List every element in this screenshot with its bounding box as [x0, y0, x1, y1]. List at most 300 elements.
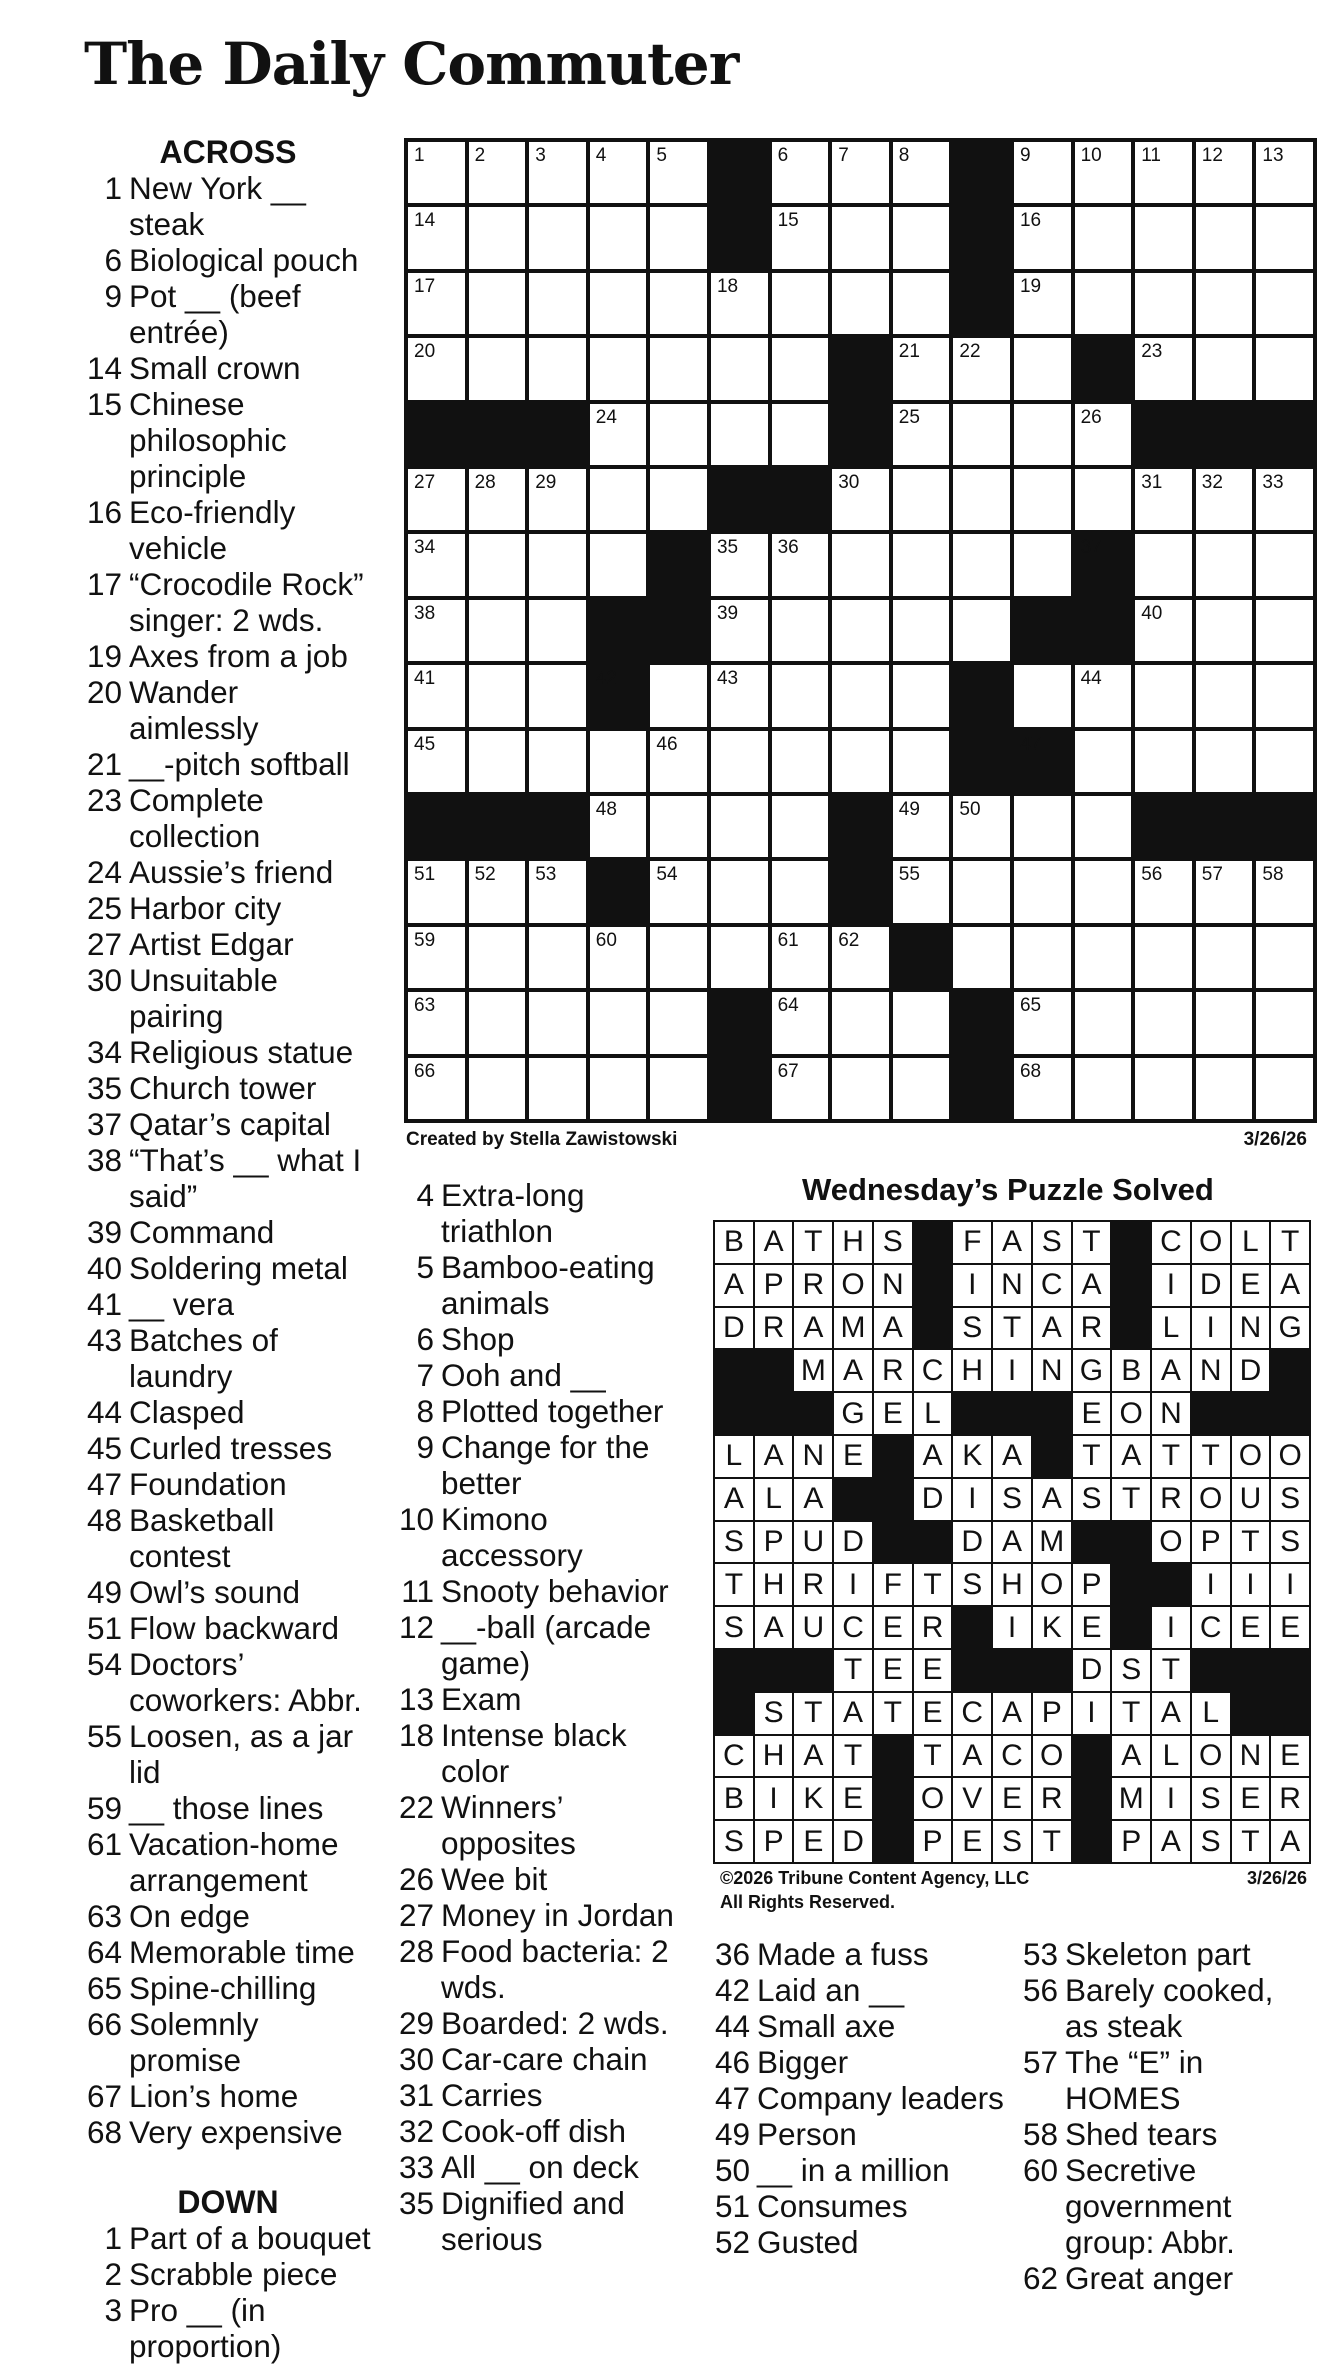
clue-text: Laid an __: [757, 1972, 905, 2008]
solved-cell: [993, 1436, 1031, 1477]
grid-cell[interactable]: [1075, 273, 1132, 334]
grid-cell-black: [1075, 534, 1132, 595]
grid-cell[interactable]: [590, 927, 647, 988]
grid-cell[interactable]: [590, 404, 647, 465]
grid-cell[interactable]: [590, 338, 647, 399]
grid-cell[interactable]: [893, 796, 950, 857]
grid-cell[interactable]: [953, 338, 1010, 399]
grid-cell-black: [832, 861, 889, 922]
grid-cell[interactable]: [772, 600, 829, 661]
clue-text: “Crocodile Rock” singer: 2 wds.: [129, 566, 364, 638]
grid-cell[interactable]: [1135, 207, 1192, 268]
grid-cell[interactable]: [711, 600, 768, 661]
grid-cell[interactable]: [590, 142, 647, 203]
clue-text: Winners’ opposites: [441, 1789, 576, 1861]
solved-letter: A: [1001, 1225, 1022, 1259]
solved-letter: T: [1122, 1696, 1141, 1730]
grid-cell[interactable]: [650, 796, 707, 857]
grid-cell[interactable]: [1135, 861, 1192, 922]
clue-text: Great anger: [1065, 2260, 1234, 2296]
solved-cell: [1192, 1522, 1230, 1563]
grid-cell[interactable]: [408, 927, 465, 988]
crossword-grid: [404, 138, 1317, 1123]
clue-item: [80, 890, 376, 926]
clue-item: [80, 926, 376, 962]
grid-cell[interactable]: [893, 534, 950, 595]
grid-cell[interactable]: [529, 1058, 586, 1119]
clue-number: 49: [86, 1574, 122, 1610]
grid-cell[interactable]: [408, 600, 465, 661]
clue-number: 60: [1022, 2152, 1058, 2188]
solved-cell: [874, 1350, 912, 1391]
solved-cell-black: [914, 1522, 952, 1563]
grid-cell[interactable]: [469, 861, 526, 922]
solved-letter: I: [1206, 1310, 1215, 1344]
grid-cell[interactable]: [1014, 665, 1071, 726]
grid-cell[interactable]: [1256, 142, 1313, 203]
grid-cell[interactable]: [1196, 534, 1253, 595]
grid-cell[interactable]: [1075, 665, 1132, 726]
grid-cell[interactable]: [953, 534, 1010, 595]
solved-cell: [1232, 1308, 1270, 1349]
solved-letter: S: [882, 1225, 903, 1259]
grid-cell[interactable]: [711, 338, 768, 399]
grid-cell[interactable]: [711, 731, 768, 792]
grid-cell[interactable]: [1075, 142, 1132, 203]
solved-cell: [715, 1436, 753, 1477]
grid-cell[interactable]: [893, 861, 950, 922]
clue-text: Pot __ (beef entrée): [129, 278, 301, 350]
grid-cell[interactable]: [832, 1058, 889, 1119]
grid-cell[interactable]: [408, 207, 465, 268]
grid-cell[interactable]: [529, 600, 586, 661]
cell-number: 24: [595, 406, 617, 428]
clue-item: [80, 2220, 376, 2256]
solved-cell-black: [1232, 1693, 1270, 1734]
grid-cell[interactable]: [1075, 207, 1132, 268]
grid-cell[interactable]: [1075, 992, 1132, 1053]
grid-cell[interactable]: [1075, 796, 1132, 857]
grid-cell[interactable]: [772, 273, 829, 334]
solved-cell: [1033, 1222, 1071, 1263]
grid-cell-black: [953, 142, 1010, 203]
grid-cell[interactable]: [469, 665, 526, 726]
grid-cell[interactable]: [529, 534, 586, 595]
grid-cell[interactable]: [832, 600, 889, 661]
grid-cell[interactable]: [1135, 600, 1192, 661]
grid-cell-black: [1014, 600, 1071, 661]
clue-item: [1016, 2260, 1311, 2296]
grid-cell-black: [893, 927, 950, 988]
grid-cell[interactable]: [1256, 927, 1313, 988]
grid-cell[interactable]: [953, 861, 1010, 922]
solved-letter: R: [802, 1567, 825, 1601]
grid-cell-black: [772, 469, 829, 530]
grid-cell[interactable]: [590, 469, 647, 530]
clue-item: [80, 1574, 376, 1610]
grid-cell[interactable]: [408, 469, 465, 530]
grid-cell[interactable]: [893, 207, 950, 268]
grid-cell[interactable]: [529, 861, 586, 922]
grid-cell[interactable]: [893, 273, 950, 334]
solved-cell: [1192, 1479, 1230, 1520]
grid-cell[interactable]: [1014, 469, 1071, 530]
grid-cell[interactable]: [1014, 338, 1071, 399]
grid-cell[interactable]: [893, 600, 950, 661]
grid-cell[interactable]: [590, 207, 647, 268]
grid-cell[interactable]: [1256, 469, 1313, 530]
grid-cell[interactable]: [408, 992, 465, 1053]
grid-cell[interactable]: [650, 861, 707, 922]
clue-text: Wander aimlessly: [129, 674, 259, 746]
solved-letter: E: [1081, 1396, 1102, 1430]
grid-cell-black: [529, 404, 586, 465]
solved-cell-black: [874, 1736, 912, 1777]
grid-cell[interactable]: [1196, 273, 1253, 334]
grid-cell[interactable]: [529, 338, 586, 399]
grid-cell[interactable]: [650, 404, 707, 465]
grid-cell[interactable]: [893, 1058, 950, 1119]
grid-cell[interactable]: [529, 207, 586, 268]
solved-letter: I: [1166, 1781, 1176, 1815]
grid-cell[interactable]: [1014, 992, 1071, 1053]
solved-letter: L: [725, 1439, 743, 1473]
clue-text: Memorable time: [129, 1934, 355, 1970]
grid-cell[interactable]: [772, 731, 829, 792]
grid-cell[interactable]: [1196, 142, 1253, 203]
grid-cell[interactable]: [832, 469, 889, 530]
grid-cell[interactable]: [1256, 1058, 1313, 1119]
solved-cell-black: [874, 1436, 912, 1477]
grid-cell[interactable]: [408, 273, 465, 334]
cell-number: 63: [414, 995, 436, 1017]
grid-cell[interactable]: [590, 796, 647, 857]
clue-text: Extra-long triathlon: [441, 1177, 585, 1249]
grid-cell[interactable]: [1135, 731, 1192, 792]
grid-cell[interactable]: [650, 469, 707, 530]
clue-item: [392, 2041, 682, 2077]
grid-cell[interactable]: [1135, 927, 1192, 988]
grid-cell[interactable]: [1196, 338, 1253, 399]
solved-letter: P: [763, 1268, 784, 1302]
grid-cell[interactable]: [1014, 1058, 1071, 1119]
grid-cell[interactable]: [1075, 927, 1132, 988]
grid-cell[interactable]: [711, 534, 768, 595]
grid-cell[interactable]: [1256, 534, 1313, 595]
grid-cell[interactable]: [893, 731, 950, 792]
solved-cell: [1152, 1308, 1190, 1349]
grid-cell[interactable]: [1075, 861, 1132, 922]
solved-cell: [834, 1564, 872, 1605]
grid-cell[interactable]: [469, 469, 526, 530]
grid-cell[interactable]: [590, 731, 647, 792]
grid-cell[interactable]: [469, 1058, 526, 1119]
grid-cell[interactable]: [1014, 861, 1071, 922]
down-heading: DOWN: [177, 2184, 279, 2220]
grid-cell[interactable]: [1256, 338, 1313, 399]
solved-cell-black: [1112, 1564, 1150, 1605]
grid-cell[interactable]: [469, 273, 526, 334]
grid-cell[interactable]: [711, 861, 768, 922]
grid-cell[interactable]: [1256, 207, 1313, 268]
grid-cell[interactable]: [1256, 665, 1313, 726]
cell-number: 57: [1201, 864, 1223, 886]
grid-cell[interactable]: [893, 142, 950, 203]
solved-cell: [834, 1821, 872, 1862]
clue-number: 62: [1022, 2260, 1058, 2296]
solved-cell: [993, 1778, 1031, 1819]
grid-cell[interactable]: [832, 992, 889, 1053]
grid-cell[interactable]: [1075, 469, 1132, 530]
cell-number: 4: [595, 145, 607, 166]
solved-letter: G: [841, 1396, 865, 1430]
solved-cell-black: [953, 1650, 991, 1691]
grid-cell[interactable]: [408, 142, 465, 203]
grid-cell[interactable]: [772, 992, 829, 1053]
grid-cell[interactable]: [1014, 207, 1071, 268]
grid-cell[interactable]: [711, 404, 768, 465]
clue-item: [80, 782, 376, 854]
grid-cell[interactable]: [469, 927, 526, 988]
grid-cell[interactable]: [832, 207, 889, 268]
grid-cell[interactable]: [1135, 273, 1192, 334]
grid-cell[interactable]: [772, 338, 829, 399]
grid-cell[interactable]: [650, 207, 707, 268]
solved-cell-black: [993, 1650, 1031, 1691]
solved-letter: A: [723, 1482, 744, 1516]
grid-cell[interactable]: [832, 665, 889, 726]
grid-cell[interactable]: [469, 731, 526, 792]
grid-cell[interactable]: [772, 796, 829, 857]
solved-cell: [1192, 1607, 1230, 1648]
solved-cell: [1192, 1265, 1230, 1306]
solved-letter: T: [804, 1696, 823, 1730]
grid-cell[interactable]: [1014, 273, 1071, 334]
grid-cell[interactable]: [408, 861, 465, 922]
grid-cell[interactable]: [1014, 796, 1071, 857]
solved-cell: [794, 1350, 832, 1391]
grid-cell[interactable]: [1014, 404, 1071, 465]
clue-text: Batches of laundry: [129, 1322, 278, 1394]
grid-cell[interactable]: [1196, 927, 1253, 988]
grid-cell[interactable]: [1014, 142, 1071, 203]
grid-cell[interactable]: [1196, 861, 1253, 922]
solved-cell: [993, 1350, 1031, 1391]
grid-cell[interactable]: [1196, 665, 1253, 726]
grid-cell[interactable]: [1196, 469, 1253, 530]
grid-cell[interactable]: [1135, 1058, 1192, 1119]
grid-cell[interactable]: [832, 534, 889, 595]
clue-text: “That’s __ what I said”: [129, 1142, 362, 1214]
grid-cell[interactable]: [1135, 338, 1192, 399]
clue-text: Pro __ (in proportion): [129, 2292, 282, 2364]
clue-number: 64: [86, 1934, 122, 1970]
clue-number: 22: [398, 1789, 434, 1825]
solved-cell-black: [1152, 1564, 1190, 1605]
solved-cell: [1073, 1650, 1111, 1691]
solved-cell: [715, 1265, 753, 1306]
grid-cell[interactable]: [469, 338, 526, 399]
grid-cell[interactable]: [1196, 600, 1253, 661]
grid-cell[interactable]: [772, 665, 829, 726]
solved-letter: G: [1278, 1310, 1302, 1344]
down-clue-list-3: [708, 1936, 1008, 2260]
grid-cell[interactable]: [772, 861, 829, 922]
grid-cell[interactable]: [590, 992, 647, 1053]
solved-cell: [1271, 1778, 1309, 1819]
grid-cell[interactable]: [529, 731, 586, 792]
grid-cell[interactable]: [953, 600, 1010, 661]
grid-cell[interactable]: [953, 927, 1010, 988]
grid-cell[interactable]: [650, 731, 707, 792]
solved-letter: T: [883, 1696, 902, 1730]
grid-cell[interactable]: [711, 665, 768, 726]
grid-cell[interactable]: [408, 665, 465, 726]
grid-cell[interactable]: [711, 273, 768, 334]
grid-cell[interactable]: [529, 927, 586, 988]
cell-number: 10: [1080, 145, 1102, 166]
grid-cell[interactable]: [772, 1058, 829, 1119]
grid-cell[interactable]: [1075, 404, 1132, 465]
grid-cell[interactable]: [1075, 1058, 1132, 1119]
solved-cell: [1073, 1350, 1111, 1391]
grid-cell[interactable]: [1196, 731, 1253, 792]
grid-cell[interactable]: [469, 600, 526, 661]
grid-cell[interactable]: [1196, 207, 1253, 268]
solved-cell: [1112, 1436, 1150, 1477]
grid-cell[interactable]: [590, 1058, 647, 1119]
clue-text: Plotted together: [441, 1393, 664, 1429]
grid-cell[interactable]: [772, 207, 829, 268]
solved-letter: O: [841, 1268, 865, 1302]
clue-text: Basketball contest: [129, 1502, 275, 1574]
clue-number: 53: [1022, 1936, 1058, 1972]
grid-cell[interactable]: [832, 927, 889, 988]
grid-cell[interactable]: [650, 665, 707, 726]
solved-letter: E: [882, 1610, 903, 1644]
clue-text: Foundation: [129, 1466, 287, 1502]
grid-cell[interactable]: [1256, 273, 1313, 334]
grid-cell[interactable]: [469, 992, 526, 1053]
grid-cell[interactable]: [408, 731, 465, 792]
grid-cell[interactable]: [1014, 927, 1071, 988]
solved-cell: [874, 1222, 912, 1263]
clue-number: 30: [398, 2041, 434, 2077]
grid-cell[interactable]: [832, 142, 889, 203]
grid-cell[interactable]: [650, 927, 707, 988]
solved-cell: [755, 1308, 793, 1349]
grid-cell[interactable]: [590, 273, 647, 334]
clue-text: Secretive government group: Abbr.: [1065, 2152, 1235, 2260]
grid-cell[interactable]: [772, 142, 829, 203]
grid-cell[interactable]: [529, 273, 586, 334]
grid-cell[interactable]: [590, 534, 647, 595]
solved-letter: E: [803, 1824, 824, 1858]
grid-cell[interactable]: [529, 469, 586, 530]
grid-cell[interactable]: [893, 665, 950, 726]
grid-cell[interactable]: [772, 404, 829, 465]
cell-number: 46: [656, 733, 678, 755]
grid-cell[interactable]: [650, 1058, 707, 1119]
solved-cell: [834, 1350, 872, 1391]
grid-cell[interactable]: [893, 992, 950, 1053]
grid-cell[interactable]: [893, 338, 950, 399]
grid-cell[interactable]: [1256, 600, 1313, 661]
solved-cell: [1271, 1479, 1309, 1520]
grid-cell[interactable]: [469, 534, 526, 595]
grid-cell[interactable]: [469, 142, 526, 203]
solved-letter: D: [1199, 1268, 1222, 1302]
grid-cell[interactable]: [772, 927, 829, 988]
grid-cell[interactable]: [893, 469, 950, 530]
grid-cell[interactable]: [953, 469, 1010, 530]
grid-cell[interactable]: [1135, 992, 1192, 1053]
clue-text: Axes from a job: [129, 638, 348, 674]
cell-number: 18: [716, 275, 739, 297]
grid-cell[interactable]: [1256, 992, 1313, 1053]
grid-cell[interactable]: [1135, 142, 1192, 203]
grid-cell[interactable]: [1135, 665, 1192, 726]
grid-cell[interactable]: [408, 1058, 465, 1119]
solved-letter: R: [762, 1310, 785, 1344]
clue-number: 25: [86, 890, 122, 926]
solved-cell: [1192, 1736, 1230, 1777]
grid-cell[interactable]: [893, 404, 950, 465]
grid-cell[interactable]: [650, 338, 707, 399]
clue-item: [80, 1826, 376, 1898]
grid-cell[interactable]: [1256, 731, 1313, 792]
grid-cell[interactable]: [1256, 861, 1313, 922]
clue-item: [1016, 2116, 1311, 2152]
grid-cell[interactable]: [469, 207, 526, 268]
grid-cell[interactable]: [1135, 469, 1192, 530]
solved-cell: [874, 1308, 912, 1349]
grid-cell[interactable]: [953, 404, 1010, 465]
solved-letter: A: [763, 1610, 784, 1644]
grid-cell[interactable]: [1014, 534, 1071, 595]
grid-cell[interactable]: [408, 534, 465, 595]
grid-cell[interactable]: [650, 992, 707, 1053]
solved-cell: [794, 1821, 832, 1862]
grid-cell[interactable]: [953, 796, 1010, 857]
solved-cell: [953, 1350, 991, 1391]
cell-number: 68: [1019, 1060, 1042, 1082]
grid-cell[interactable]: [1135, 534, 1192, 595]
solved-letter: A: [1001, 1439, 1022, 1473]
grid-cell[interactable]: [832, 731, 889, 792]
clue-number: 42: [714, 1972, 750, 2008]
grid-cell[interactable]: [711, 796, 768, 857]
grid-cell[interactable]: [772, 534, 829, 595]
grid-cell[interactable]: [650, 273, 707, 334]
grid-cell[interactable]: [1075, 731, 1132, 792]
clue-item: [80, 1718, 376, 1790]
grid-cell[interactable]: [1196, 992, 1253, 1053]
solved-cell-black: [874, 1821, 912, 1862]
grid-cell[interactable]: [711, 927, 768, 988]
grid-cell[interactable]: [650, 142, 707, 203]
grid-cell[interactable]: [529, 665, 586, 726]
solved-cell-black: [1271, 1350, 1309, 1391]
clue-item: [80, 350, 376, 386]
grid-cell[interactable]: [408, 338, 465, 399]
clue-text: Eco-friendly vehicle: [129, 494, 296, 566]
grid-cell[interactable]: [1196, 1058, 1253, 1119]
grid-cell[interactable]: [832, 273, 889, 334]
grid-cell[interactable]: [529, 142, 586, 203]
grid-cell[interactable]: [529, 992, 586, 1053]
solved-letter: S: [1121, 1653, 1142, 1687]
